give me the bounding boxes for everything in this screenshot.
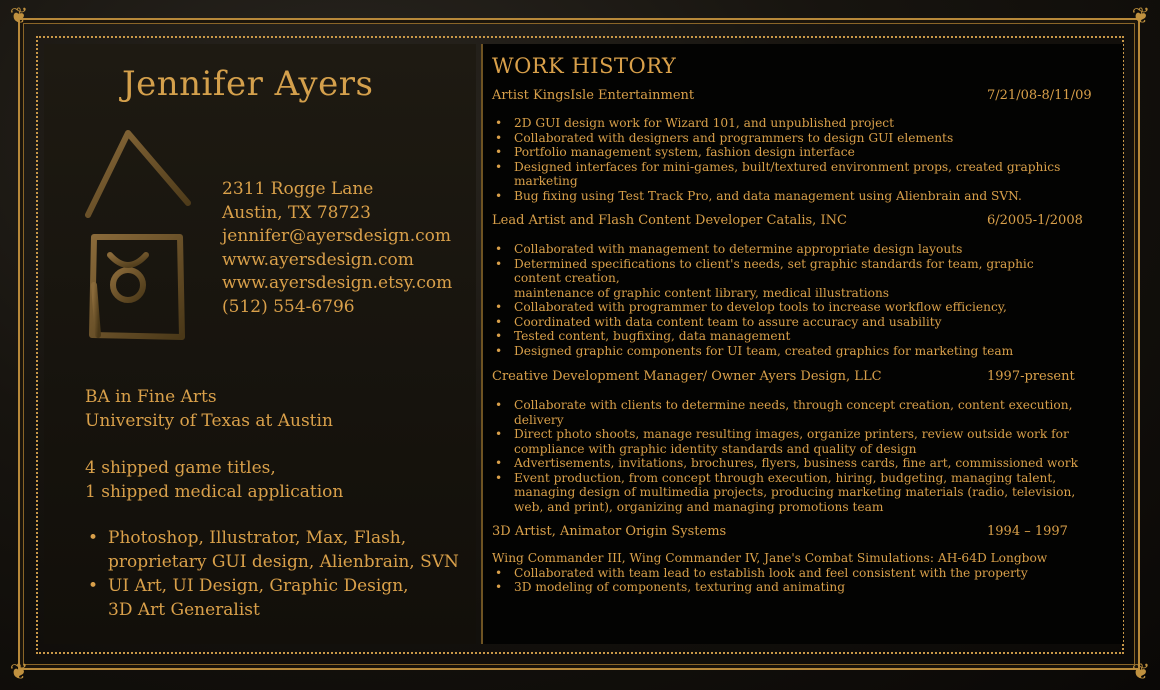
job-role: 3D Artist, Animator Origin Systems bbox=[492, 524, 727, 539]
corner-ornament-icon: ❦ bbox=[9, 4, 29, 29]
skill-line: proprietary GUI design, Alienbrain, SVN bbox=[108, 552, 459, 572]
work-history-heading: WORK HISTORY bbox=[492, 54, 677, 78]
duty-continuation: content creation, bbox=[514, 271, 620, 285]
duties-list bbox=[492, 566, 1108, 595]
duty-item: • Designed interfaces for mini-games, built/textured environment props, created graphics bbox=[492, 160, 1108, 175]
duty-item: • 3D modeling of components, texturing and animating bbox=[492, 580, 1108, 595]
job-header bbox=[492, 368, 1108, 385]
duty-item: • Collaborated with team lead to establish look and feel consistent with the property bbox=[492, 566, 1108, 581]
etsy-link[interactable]: www.ayersdesign.etsy.com bbox=[222, 273, 453, 293]
skills-list bbox=[85, 526, 465, 622]
school: University of Texas at Austin bbox=[85, 410, 333, 431]
corner-ornament-icon: ❦ bbox=[1131, 660, 1151, 685]
duty-item: • Bug fixing using Test Track Pro, and data management using Alienbrain and SVN. bbox=[492, 189, 1108, 204]
job-header bbox=[492, 87, 1108, 104]
skill-line: • Photoshop, Illustrator, Max, Flash, bbox=[108, 528, 407, 548]
duty-item: • Portfolio management system, fashion design interface bbox=[492, 145, 1108, 160]
skill-item bbox=[85, 574, 465, 622]
phone-number: (512) 554-6796 bbox=[222, 296, 355, 317]
job-header bbox=[492, 523, 1108, 540]
street-address: 2311 Rogge Lane bbox=[222, 179, 374, 199]
job-role: Artist KingsIsle Entertainment bbox=[492, 88, 695, 103]
shipped-line: 4 shipped game titles, bbox=[85, 458, 276, 478]
duty-item: • Determined specifications to client's needs, set graphic standards for team, graphic bbox=[492, 257, 1108, 272]
corner-ornament-icon: ❦ bbox=[9, 660, 29, 685]
duty-item: • Coordinated with data content team to assure accuracy and usability bbox=[492, 315, 1108, 330]
contact-block bbox=[222, 178, 452, 319]
shipped-titles-block bbox=[85, 457, 343, 504]
duty-item: • Advertisements, invitations, brochures, flyers, business cards, fine art, commissioned work bbox=[492, 456, 1108, 471]
duty-item: • Designed graphic components for UI team, created graphics for marketing team bbox=[492, 344, 1108, 359]
duty-item: • Direct photo shoots, manage resulting images, organize printers, review outside work for bbox=[492, 427, 1108, 442]
email-link[interactable]: jennifer@ayersdesign.com bbox=[222, 226, 452, 246]
duty-item: • Collaborate with clients to determine needs, through concept creation, content execution, bbox=[492, 398, 1108, 413]
job-role: Creative Development Manager/ Owner Ayers Design, LLC bbox=[492, 369, 882, 384]
duty-item: • Tested content, bugfixing, data management bbox=[492, 329, 1108, 344]
job-dates: 7/21/08-8/11/09 bbox=[987, 88, 1092, 103]
job-subtitle: Wing Commander III, Wing Commander IV, Jane's Combat Simulations: AH-64D Longbow bbox=[492, 551, 1048, 565]
skill-item bbox=[85, 526, 465, 574]
duties-list bbox=[492, 242, 1108, 358]
duty-continuation: maintenance of graphic content library, medical illustrations bbox=[514, 285, 890, 300]
corner-ornament-icon: ❦ bbox=[1131, 4, 1151, 29]
duty-item: • Event production, from concept through execution, hiring, budgeting, managing talent, bbox=[492, 471, 1108, 486]
duty-continuation: marketing bbox=[514, 174, 578, 188]
duty-item: • Collaborated with programmer to develop tools to increase workflow efficiency, bbox=[492, 300, 1108, 315]
job-entry bbox=[492, 87, 1108, 203]
duties-list bbox=[492, 116, 1108, 203]
job-dates: 6/2005-1/2008 bbox=[987, 213, 1083, 228]
job-header bbox=[492, 212, 1108, 229]
duty-continuation: managing design of multimedia projects, producing marketing materials (radio, television, bbox=[514, 485, 1076, 499]
name-heading: Jennifer Ayers bbox=[122, 64, 374, 104]
job-role: Lead Artist and Flash Content Developer Catalis, INC bbox=[492, 213, 847, 228]
skill-line: • UI Art, UI Design, Graphic Design, bbox=[108, 576, 409, 596]
job-dates: 1994 – 1997 bbox=[987, 524, 1068, 539]
duty-continuation: delivery bbox=[514, 412, 564, 427]
city-state-zip: Austin, TX 78723 bbox=[222, 202, 371, 223]
job-entry bbox=[492, 523, 1108, 595]
website-link[interactable]: www.ayersdesign.com bbox=[222, 249, 414, 270]
duty-continuation: web, and print), organizing and managing promotions team bbox=[514, 499, 884, 514]
job-dates: 1997-present bbox=[987, 369, 1075, 384]
degree: BA in Fine Arts bbox=[85, 387, 217, 407]
job-entry bbox=[492, 212, 1108, 358]
duties-list bbox=[492, 398, 1108, 514]
skill-line: 3D Art Generalist bbox=[108, 600, 260, 620]
duty-item: • Collaborated with designers and programmers to design GUI elements bbox=[492, 131, 1108, 146]
house-symbol-logo-icon bbox=[80, 125, 200, 365]
duty-item: • 2D GUI design work for Wizard 101, and unpublished project bbox=[492, 116, 1108, 131]
job-entry bbox=[492, 368, 1108, 514]
education-block bbox=[85, 386, 333, 433]
shipped-line: 1 shipped medical application bbox=[85, 481, 344, 502]
duty-continuation: compliance with graphic identity standards and quality of design bbox=[514, 441, 917, 456]
duty-item: • Collaborated with management to determine appropriate design layouts bbox=[492, 242, 1108, 257]
